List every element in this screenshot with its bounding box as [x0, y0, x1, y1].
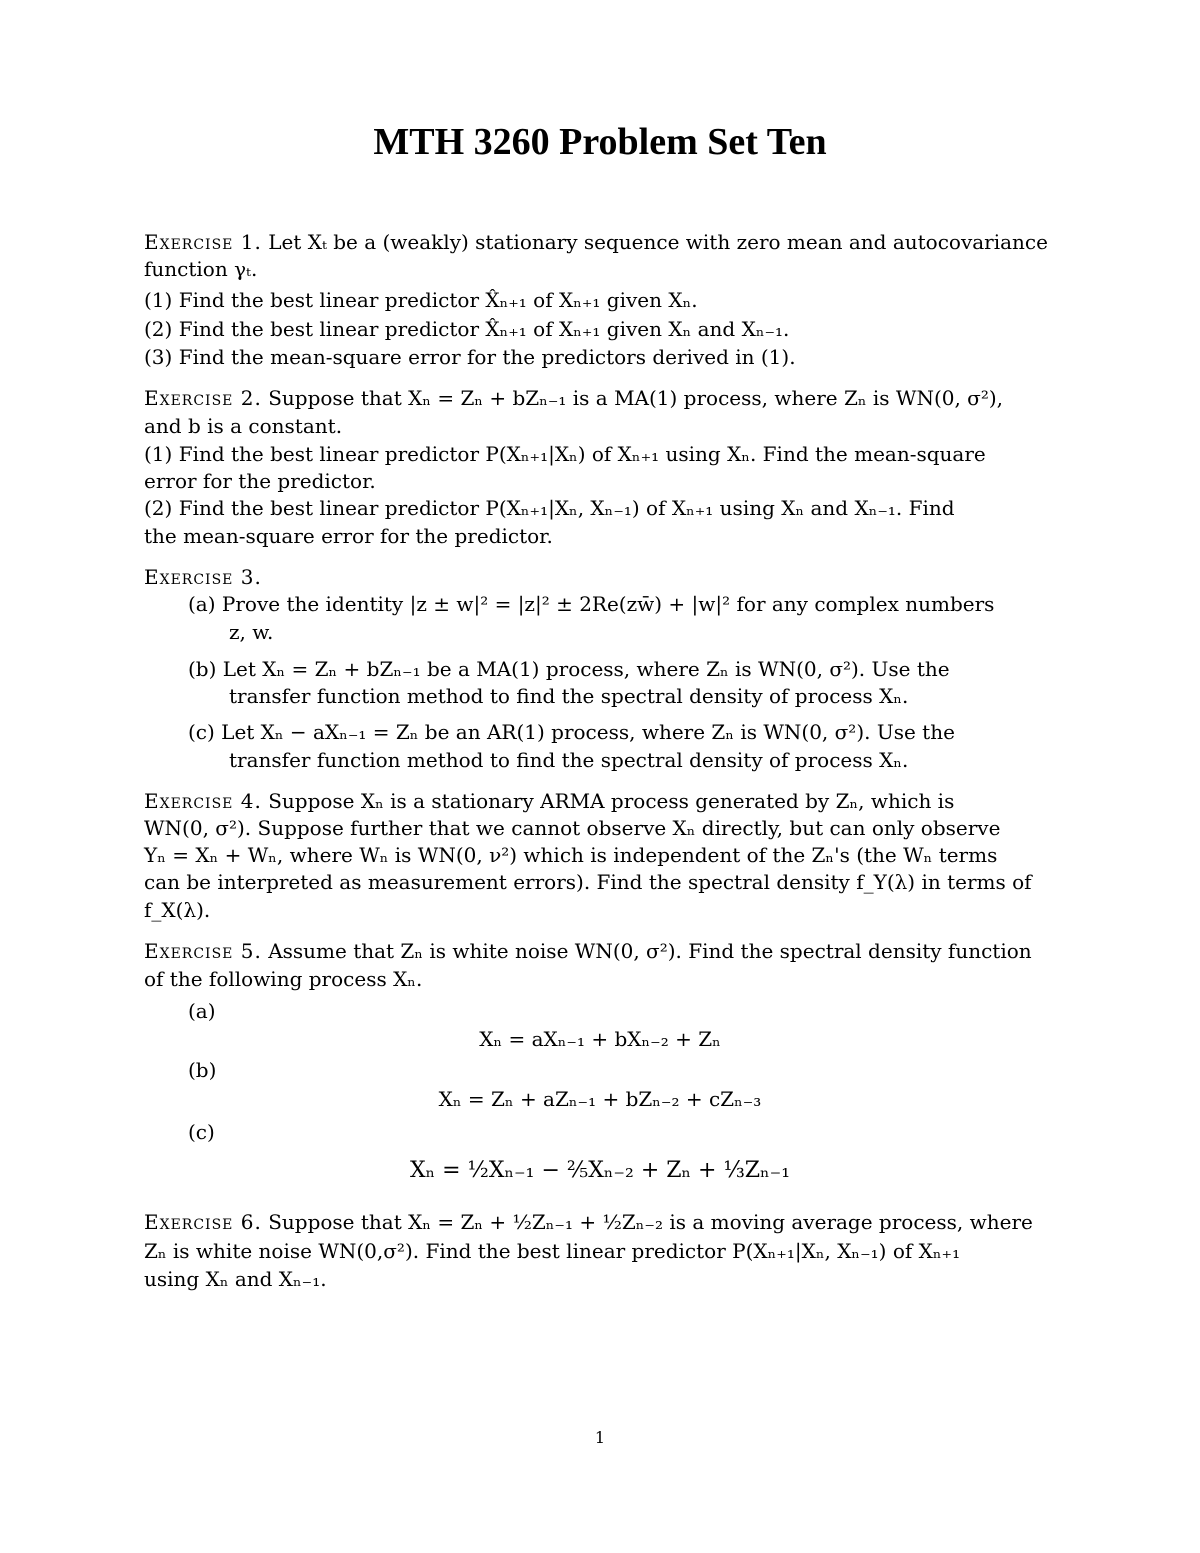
exercise-5-text: Assume that Zₙ is white noise WN(0, σ²). Find the spectral density function	[268, 939, 1032, 963]
exercise-5-line-1	[144, 937, 1034, 965]
exercise-1-line-2: function γₜ.	[144, 257, 258, 281]
exercise-3-b-line-2: transfer function method to find the spectral density of process Xₙ.	[229, 684, 909, 708]
exercise-3-b-line-1: (b) Let Xₙ = Zₙ + bZₙ₋₁ be a MA(1) process, where Zₙ is WN(0, σ²). Use the	[188, 657, 950, 681]
page-title: MTH 3260 Problem Set Ten	[373, 121, 827, 163]
exercise-1-line-1	[144, 228, 1048, 256]
exercise-2-part-1b: error for the predictor.	[144, 469, 376, 493]
exercise-5-line-2: of the following process Xₙ.	[144, 967, 423, 991]
exercise-1-text: Let Xₜ be a (weakly) stationary sequence with zero mean and autocovariance	[268, 230, 1048, 254]
exercise-4-heading: Exercise 4.	[144, 789, 262, 813]
exercise-2-part-2b: the mean-square error for the predictor.	[144, 524, 553, 548]
exercise-2-heading: Exercise 2.	[144, 386, 262, 410]
exercise-6-line-2: Zₙ is white noise WN(0,σ²). Find the best linear predictor P(Xₙ₊₁|Xₙ, Xₙ₋₁) of Xₙ₊₁	[144, 1239, 961, 1263]
exercise-1-heading: Exercise 1.	[144, 230, 262, 254]
exercise-5-a-label: (a)	[188, 999, 216, 1023]
exercise-1-part-2: (2) Find the best linear predictor X̂ₙ₊₁ of Xₙ₊₁ given Xₙ and Xₙ₋₁.	[144, 317, 790, 341]
exercise-6-text: Suppose that Xₙ = Zₙ + ½Zₙ₋₁ + ½Zₙ₋₂ is a moving average process, where	[268, 1210, 1033, 1234]
exercise-2-part-1a: (1) Find the best linear predictor P(Xₙ₊₁|Xₙ) of Xₙ₊₁ using Xₙ. Find the mean-square	[144, 442, 986, 466]
exercise-1-part-1: (1) Find the best linear predictor X̂ₙ₊₁ of Xₙ₊₁ given Xₙ.	[144, 288, 698, 312]
exercise-5-b-equation: Xₙ = Zₙ + aZₙ₋₁ + bZₙ₋₂ + cZₙ₋₃	[438, 1087, 762, 1111]
exercise-4-line-5: f_X(λ).	[144, 898, 211, 922]
exercise-3-heading	[144, 563, 1034, 591]
exercise-5-a-equation: Xₙ = aXₙ₋₁ + bXₙ₋₂ + Zₙ	[479, 1027, 721, 1051]
exercise-3-a-line-1: (a) Prove the identity |z ± w|² = |z|² ± 2Re(zw̄) + |w|² for any complex numbers	[188, 592, 995, 616]
exercise-1-part-3: (3) Find the mean-square error for the predictors derived in (1).	[144, 345, 796, 369]
exercise-6-heading: Exercise 6.	[144, 1210, 262, 1234]
exercise-5-heading: Exercise 5.	[144, 939, 262, 963]
exercise-2-line-1	[144, 384, 1034, 412]
exercise-4-text: Suppose Xₙ is a stationary ARMA process generated by Zₙ, which is	[268, 789, 955, 813]
exercise-4-line-2: WN(0, σ²). Suppose further that we cannot observe Xₙ directly, but can only observe	[144, 816, 1001, 840]
exercise-5-c-equation: Xₙ = ½Xₙ₋₁ − ⅖Xₙ₋₂ + Zₙ + ⅓Zₙ₋₁	[409, 1158, 791, 1183]
exercise-2-line-2: and b is a constant.	[144, 414, 343, 438]
exercise-4-line-4: can be interpreted as measurement errors). Find the spectral density f_Y(λ) in terms of	[144, 870, 1032, 894]
exercise-4-line-3: Yₙ = Xₙ + Wₙ, where Wₙ is WN(0, ν²) which is independent of the Zₙ's (the Wₙ terms	[144, 843, 998, 867]
exercise-3-c-line-1: (c) Let Xₙ − aXₙ₋₁ = Zₙ be an AR(1) process, where Zₙ is WN(0, σ²). Use the	[188, 720, 955, 744]
exercise-2-text: Suppose that Xₙ = Zₙ + bZₙ₋₁ is a MA(1) process, where Zₙ is WN(0, σ²),	[268, 386, 1004, 410]
exercise-3-c-line-2: transfer function method to find the spectral density of process Xₙ.	[229, 748, 909, 772]
exercise-2-part-2a: (2) Find the best linear predictor P(Xₙ₊₁|Xₙ, Xₙ₋₁) of Xₙ₊₁ using Xₙ and Xₙ₋₁. Find	[144, 496, 955, 520]
exercise-6-line-1	[144, 1208, 1034, 1236]
exercise-6-line-3: using Xₙ and Xₙ₋₁.	[144, 1267, 327, 1291]
exercise-4-line-1	[144, 787, 1034, 815]
exercise-5-c-label: (c)	[188, 1120, 215, 1144]
exercise-3-heading-text: Exercise 3.	[144, 565, 262, 589]
exercise-5-b-label: (b)	[188, 1058, 217, 1082]
exercise-3-a-line-2: z, w.	[229, 620, 274, 644]
page-number: 1	[594, 1428, 606, 1447]
